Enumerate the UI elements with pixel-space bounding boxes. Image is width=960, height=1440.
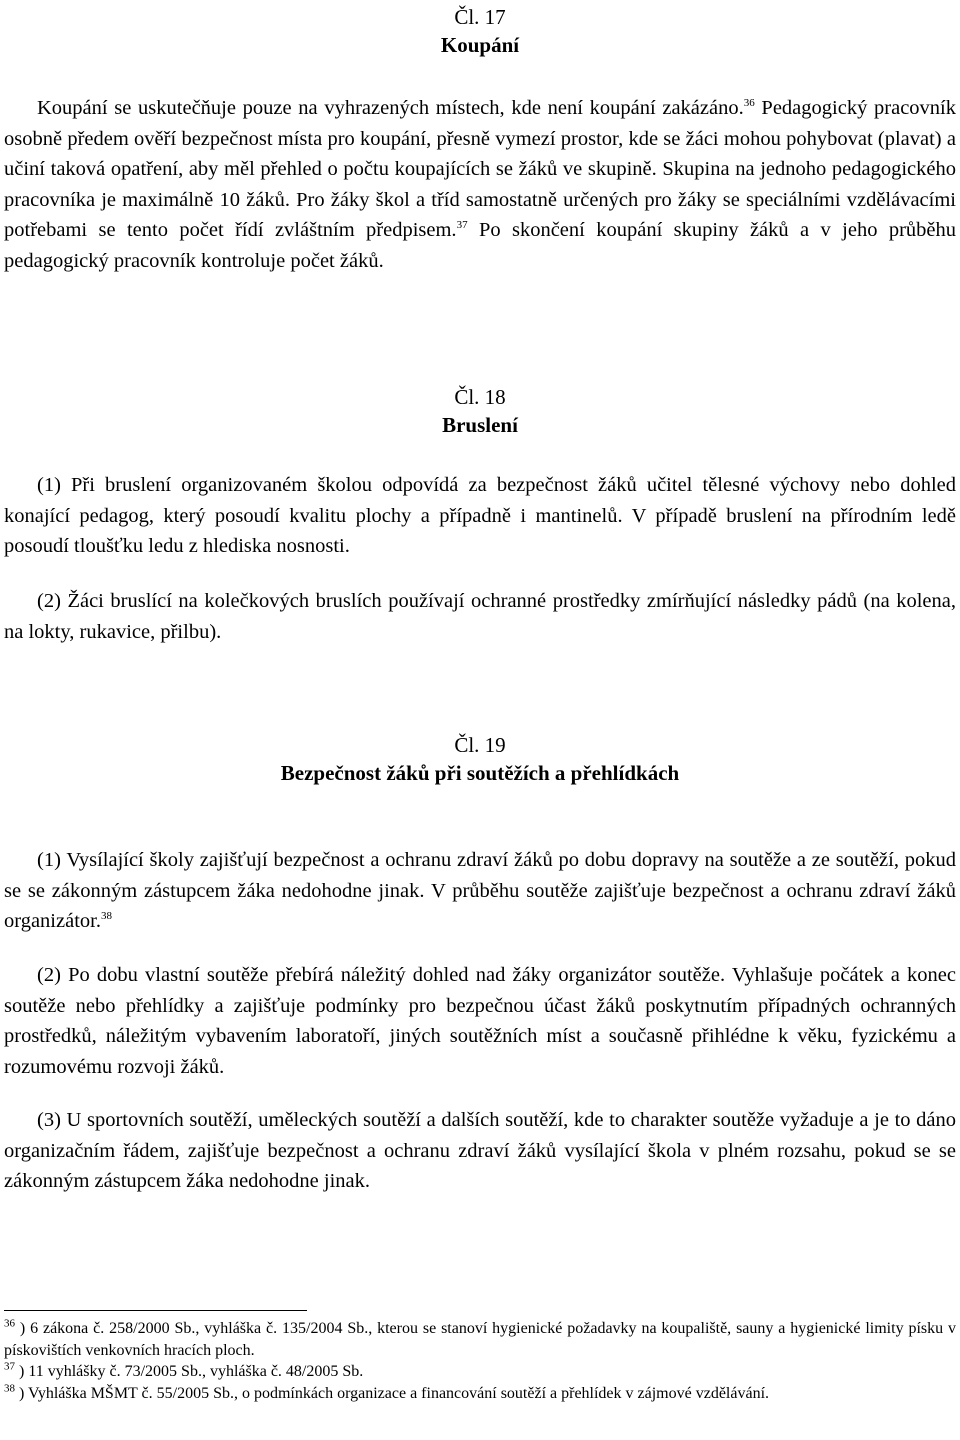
footnote-38 [4, 1383, 956, 1405]
article-17 [4, 3, 956, 59]
article-19-paragraph-1 [4, 845, 956, 937]
footnotes [4, 1318, 956, 1404]
article-17-paragraph [4, 93, 956, 276]
footnote-37 [4, 1361, 956, 1383]
article-17-number: Čl. 17 [454, 5, 506, 29]
footnote-ref-37[interactable]: 37 [456, 219, 468, 232]
footnote-36-mark: 36 [4, 1317, 15, 1330]
footnote-37-text: ) 11 vyhlášky č. 73/2005 Sb., vyhláška č. 48/2005 Sb. [19, 1363, 364, 1380]
article-18-title: Bruslení [442, 413, 518, 437]
article-19-paragraph-2: (2) Po dobu vlastní soutěže přebírá náležitý dohled nad žáky organizátor soutěže. Vyhlašuje počátek a konec soutěže nebo přehlídky a zajišťuje podmínky pro bezpečnou účast žáků poskytnutím případných ochranných prostředků, náležitým vybavením laboratoří, jiných soutěžních míst a současně přihlédne k věku, fyzickému a rozumovému rozvoji žáků. [4, 964, 956, 1078]
article-19-number: Čl. 19 [454, 733, 506, 757]
article-17-title: Koupání [440, 33, 520, 57]
article-19-title: Bezpečnost žáků při soutěžích a přehlídkách [280, 761, 680, 785]
article-18-paragraph-1: (1) Při bruslení organizovaném školou odpovídá za bezpečnost žáků učitel tělesné výchovy nebo dohled konající pedagog, který posoudí kvalitu plochy a případně i mantinelů. V případě bruslení na přírodním ledě posoudí tloušťku ledu z hlediska nosnosti. [4, 474, 956, 557]
footnote-separator [4, 1310, 307, 1311]
article-18 [4, 383, 956, 439]
article-18-number: Čl. 18 [454, 385, 506, 409]
article-19 [4, 731, 956, 787]
article-17-text-b: Pedagogický pracovník osobně předem ověří bezpečnost místa pro koupání, přesně vymezí prostor, kde se žáci mohou pohybovat (plavat) a učiní taková opatření, aby měl přehled o počtu koupajících se žáků ve skupině. Skupina na jednoho pedagogického pracovníka je maximálně 10 žáků. Pro žáky škol a tříd samostatně určených pro žáky se speciálními vzdělávacími potřebami se tento počet řídí zvláštním předpisem. [4, 97, 956, 241]
article-19-paragraph-3: (3) U sportovních soutěží, uměleckých soutěží a dalších soutěží, kde to charakter soutěže vyžaduje a je to dáno organizačním řádem, zajišťuje bezpečnost a ochranu zdraví žáků vysílající škola v plném rozsahu, pokud se se zákonným zástupcem žáka nedohodne jinak. [4, 1109, 956, 1192]
footnote-38-text: ) Vyhláška MŠMT č. 55/2005 Sb., o podmínkách organizace a financování soutěží a přehlídek v zájmové vzdělávání. [19, 1384, 770, 1402]
footnote-38-mark: 38 [4, 1382, 15, 1395]
footnote-ref-38[interactable]: 38 [100, 910, 112, 923]
article-17-text-a: Koupání se uskutečňuje pouze na vyhrazených místech, kde není koupání zakázáno. [37, 97, 744, 119]
footnote-36-text: ) 6 zákona č. 258/2000 Sb., vyhláška č. 135/2004 Sb., kterou se stanoví hygienické požadavky na koupaliště, sauny a hygienické limity písku v pískovištích venkovních hracích ploch. [4, 1320, 957, 1359]
footnote-ref-36[interactable]: 36 [743, 97, 755, 110]
article-17-text-c: Po skončení koupání skupiny žáků a v jeho průběhu pedagogický pracovník kontroluje počet žáků. [4, 219, 957, 272]
footnote-36 [4, 1318, 956, 1361]
article-19-paragraph-1-text: (1) Vysílající školy zajišťují bezpečnost a ochranu zdraví žáků po dobu dopravy na soutěže a ze soutěží, pokud se se zákonným zástupcem žáka nedohodne jinak. V průběhu soutěže zajišťuje bezpečnost a ochranu zdraví žáků organizátor. [4, 849, 956, 932]
article-18-paragraph-2: (2) Žáci bruslící na kolečkových bruslích používají ochranné prostředky zmírňující následky pádů (na kolena, na lokty, rukavice, přilbu). [4, 590, 956, 643]
footnote-37-mark: 37 [4, 1360, 15, 1373]
